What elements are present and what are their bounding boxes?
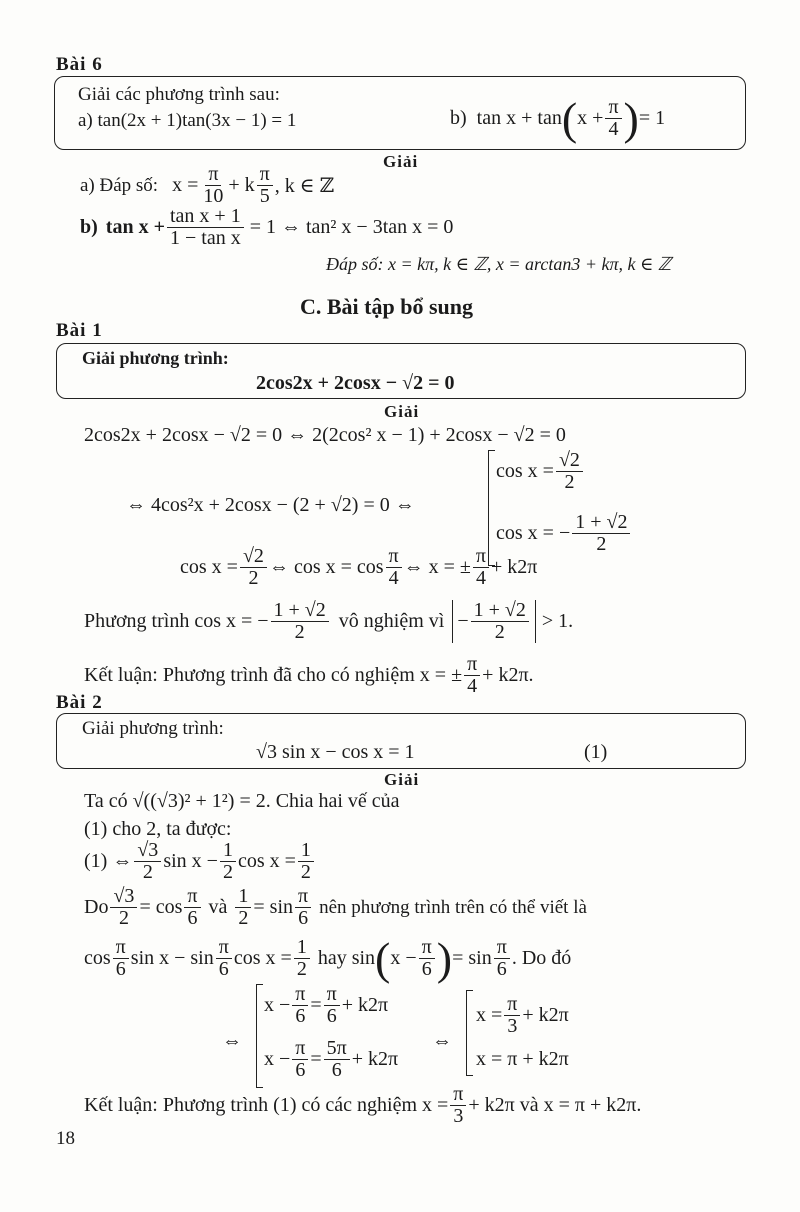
bai1-line3: cos x = $\frac{√2}{2}$ ⇔ cos x = cos $\frac{\pi}{4}$ ⇔ x = ± $\frac{\pi}{4}$ + k2π [180,545,538,589]
bai2-sys-arrow2: ⇔ [432,1030,452,1052]
bai1-line1: 2cos2x + 2cosx − √2 = 0 ⇔ 2(2cos² x − 1) + 2cosx − √2 = 0 [84,424,566,446]
bai2-giai: Giải [384,770,420,789]
page-number: 18 [56,1128,75,1149]
bai1-giai: Giải [384,402,420,421]
bai2-line1: Ta có √((√3)² + 1²) = 2. Chia hai vế của [84,790,400,812]
bai2-line2: (1) cho 2, ta được: [84,818,232,840]
bai1-case2: cos x = − $\frac{1 + √2}{2}$ [496,512,632,555]
bai1-case1: cos x = $\frac{√2}{2}$ [496,450,585,493]
bai1-line2: ⇔ 4cos²x + 2cosx − (2 + √2) = 0 ⇔ [126,494,415,516]
bai2-line5: cos $\frac{\pi}{6}$ sin x − sin $\frac{\pi}{6}$ cos x = $\frac{1}{2}$ hay sin ( x − $\frac{\pi}{6}$ ) = sin $\frac{\pi}{6}$ . Do đó [84,933,572,984]
bai2-sys-bracket [256,984,263,1088]
bai6-prompt: Giải các phương trình sau: [78,84,280,105]
section-title: C. Bài tập bổ sung [300,294,474,319]
bai2-equation: √3 sin x − cos x = 1 [256,741,415,763]
bai2-result-bracket [466,990,473,1076]
bai2-conclusion: Kết luận: Phương trình (1) có các nghiệm x = $\frac{\pi}{3}$ + k2π và x = π + k2π. [84,1083,642,1127]
bai1-conclusion: Kết luận: Phương trình đã cho có nghiệm x = ± $\frac{\pi}{4}$ + k2π. [84,653,534,697]
bai6-part-b: b) tan x + tan ( x + $\frac{\pi}{4}$ ) = 1 [450,93,666,144]
bai2-result1: x = $\frac{\pi}{3}$ + k2π [476,993,569,1037]
bai2-prompt: Giải phương trình: [82,718,224,739]
bai2-sys-arrow: ⇔ [222,1030,242,1052]
bai6-giai: Giải [383,152,419,171]
bai2-eq-number: (1) [584,741,608,763]
bai1-heading: Bài 1 [56,320,103,341]
bai2-sys2: x − $\frac{\pi}{6}$ = $\frac{5\pi}{6}$ + k2π [264,1037,399,1081]
bai6-answer-a: a) Đáp số: x = $\frac{\pi}{10}$ + k $\frac{\pi}{5}$ , k ∈ ℤ [80,163,335,207]
bai6-answer-b-final: Đáp số: x = kπ, k ∈ ℤ, x = arctan3 + kπ, k ∈ ℤ [326,254,672,274]
bai6-answer-b: b) tan x + $\frac{\text{tan x + 1}}{\text{1 − tan x}}$ = 1 ⇔ tan² x − 3tan x = 0 [80,205,454,249]
bai2-sys1: x − $\frac{\pi}{6}$ = $\frac{\pi}{6}$ + k2π [264,983,389,1027]
bai1-line4: Phương trình cos x = − $\frac{1 + √2}{2}$ vô nghiệm vì − $\frac{1 + √2}{2}$ > 1. [84,599,574,643]
bai2-line4: Do $\frac{√3}{2}$ = cos $\frac{\pi}{6}$ và $\frac{1}{2}$ = sin $\frac{\pi}{6}$ nên phương trình trên có thể viết là [84,885,587,929]
bai2-heading: Bài 2 [56,692,103,713]
bai1-equation: 2cos2x + 2cosx − √2 = 0 [256,372,455,394]
bai1-prompt: Giải phương trình: [82,348,229,368]
bai6-heading: Bài 6 [56,54,103,75]
bai6-part-a: a) tan(2x + 1)tan(3x − 1) = 1 [78,110,297,131]
bai2-line3: (1) ⇔ $\frac{√3}{2}$ sin x − $\frac{1}{2}$ cos x = $\frac{1}{2}$ [84,840,316,883]
bai2-result2: x = π + k2π [476,1048,569,1070]
